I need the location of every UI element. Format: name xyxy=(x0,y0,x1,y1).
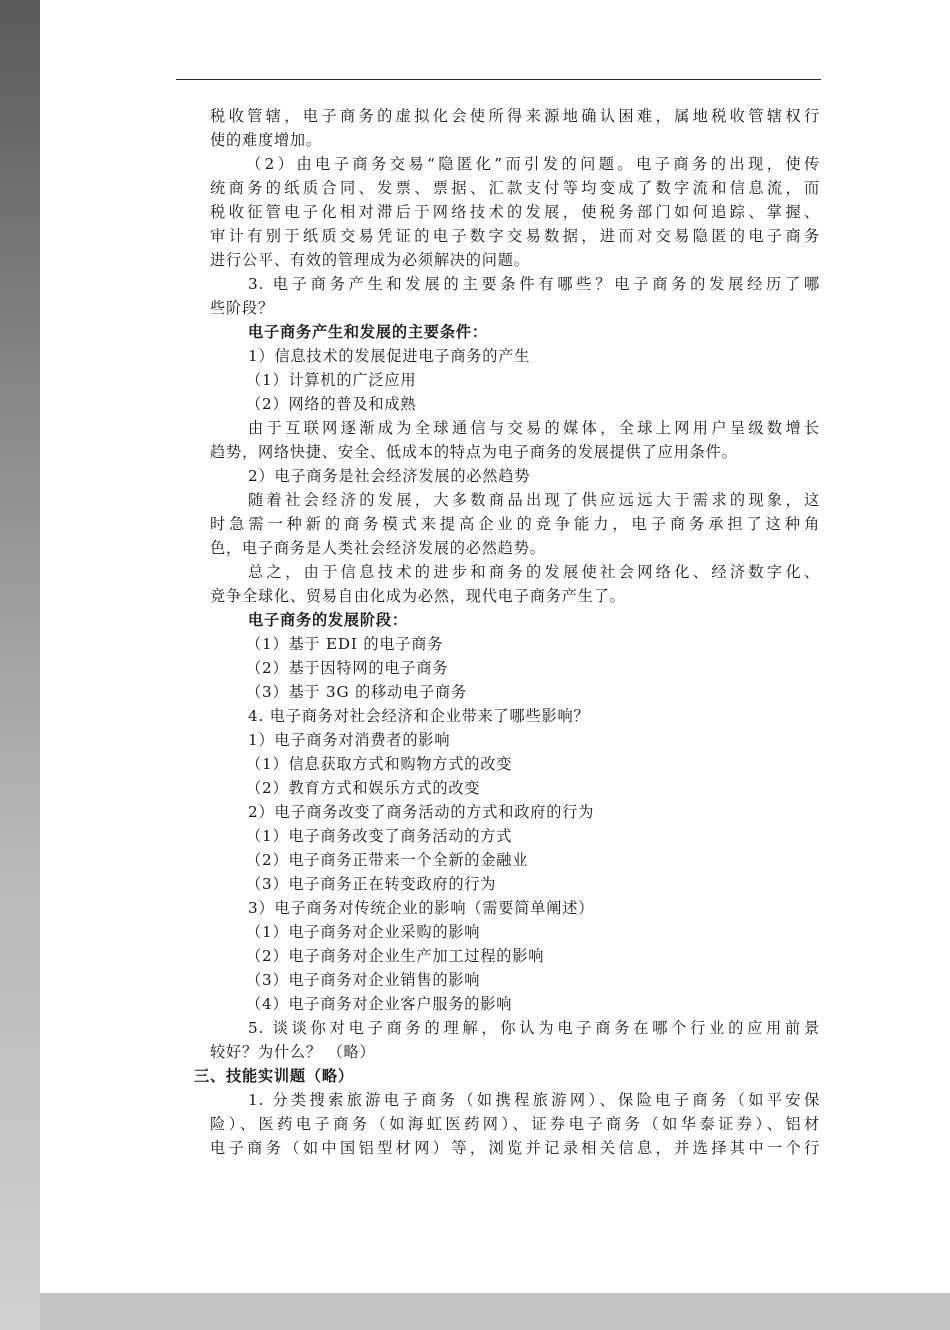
text-line: 审计有别于纸质交易凭证的电子数字交易数据，进而对交易隐匿的电子商务 xyxy=(210,227,820,245)
list-item: （2）教育方式和娱乐方式的改变 xyxy=(246,779,481,797)
question-4: 4. 电子商务对社会经济和企业带来了哪些影响？ xyxy=(248,707,590,725)
text-line: 趋势，网络快捷、安全、低成本的特点为电子商务的发展提供了应用条件。 xyxy=(210,443,738,461)
list-item: （3）电子商务对企业销售的影响 xyxy=(246,971,481,989)
text-line: 使的难度增加。 xyxy=(210,131,322,149)
text-line: 险）、医药电子商务（如海虹医药网）、证券电子商务（如华泰证券）、铝材 xyxy=(210,1115,820,1133)
section-heading: 三、技能实训题（略） xyxy=(194,1067,354,1085)
text-line: （2）由电子商务交易“隐匿化”而引发的问题。电子商务的出现，使传 xyxy=(246,155,820,173)
text-line: 随着社会经济的发展，大多数商品出现了供应远远大于需求的现象，这 xyxy=(248,491,820,509)
page-edge-bar xyxy=(0,0,40,1330)
text-line: 统商务的纸质合同、发票、票据、汇款支付等均变成了数字流和信息流，而 xyxy=(210,179,820,197)
list-item: （3）基于 3G 的移动电子商务 xyxy=(246,683,467,701)
document-body xyxy=(194,104,820,1160)
page-bottom-bar xyxy=(40,1293,950,1330)
list-item: （2）电子商务正带来一个全新的金融业 xyxy=(246,851,529,869)
text-line: 较好？为什么？ （略） xyxy=(210,1043,376,1061)
text-line: 总之，由于信息技术的进步和商务的发展使社会网络化、经济数字化、 xyxy=(248,563,820,581)
list-item: 3）电子商务对传统企业的影响（需要简单阐述） xyxy=(248,899,595,917)
list-item: 1）信息技术的发展促进电子商务的产生 xyxy=(248,347,531,365)
question-5: 5. 谈谈你对电子商务的理解，你认为电子商务在哪个行业的应用前景 xyxy=(248,1019,820,1037)
list-item: （1）电子商务改变了商务活动的方式 xyxy=(246,827,513,845)
text-line: 时急需一种新的商务模式来提高企业的竞争能力，电子商务承担了这种角 xyxy=(210,515,820,533)
list-item: （1）计算机的广泛应用 xyxy=(246,371,417,389)
text-line: 些阶段？ xyxy=(210,299,274,317)
text-line: 进行公平、有效的管理成为必须解决的问题。 xyxy=(210,251,530,269)
text-line: 竞争全球化、贸易自由化成为必然，现代电子商务产生了。 xyxy=(210,587,626,605)
section-heading: 电子商务产生和发展的主要条件： xyxy=(248,323,488,341)
text-line: 税收征管电子化相对滞后于网络技术的发展，使税务部门如何追踪、掌握、 xyxy=(210,203,820,221)
list-item: （4）电子商务对企业客户服务的影响 xyxy=(246,995,513,1013)
text-line: 1. 分类搜索旅游电子商务（如携程旅游网）、保险电子商务（如平安保 xyxy=(248,1091,820,1109)
list-item: （1）基于 EDI 的电子商务 xyxy=(246,635,444,653)
list-item: （1）电子商务对企业采购的影响 xyxy=(246,923,481,941)
list-item: （1）信息获取方式和购物方式的改变 xyxy=(246,755,513,773)
list-item: （2）电子商务对企业生产加工过程的影响 xyxy=(246,947,545,965)
text-line: 色，电子商务是人类社会经济发展的必然趋势。 xyxy=(210,539,546,557)
question-3: 3. 电子商务产生和发展的主要条件有哪些？电子商务的发展经历了哪 xyxy=(248,275,820,293)
list-item: （2）网络的普及和成熟 xyxy=(246,395,417,413)
list-item: （2）基于因特网的电子商务 xyxy=(246,659,449,677)
list-item: 1）电子商务对消费者的影响 xyxy=(248,731,451,749)
list-item: 2）电子商务是社会经济发展的必然趋势 xyxy=(248,467,531,485)
section-heading: 电子商务的发展阶段： xyxy=(248,611,408,629)
text-line: 由于互联网逐渐成为全球通信与交易的媒体，全球上网用户呈级数增长 xyxy=(248,419,820,437)
list-item: 2）电子商务改变了商务活动的方式和政府的行为 xyxy=(248,803,595,821)
list-item: （3）电子商务正在转变政府的行为 xyxy=(246,875,497,893)
header-rule xyxy=(176,79,821,80)
text-line: 电子商务（如中国铝型材网）等，浏览并记录相关信息，并选择其中一个行 xyxy=(210,1139,820,1157)
text-line: 税收管辖，电子商务的虚拟化会使所得来源地确认困难，属地税收管辖权行 xyxy=(210,107,820,125)
